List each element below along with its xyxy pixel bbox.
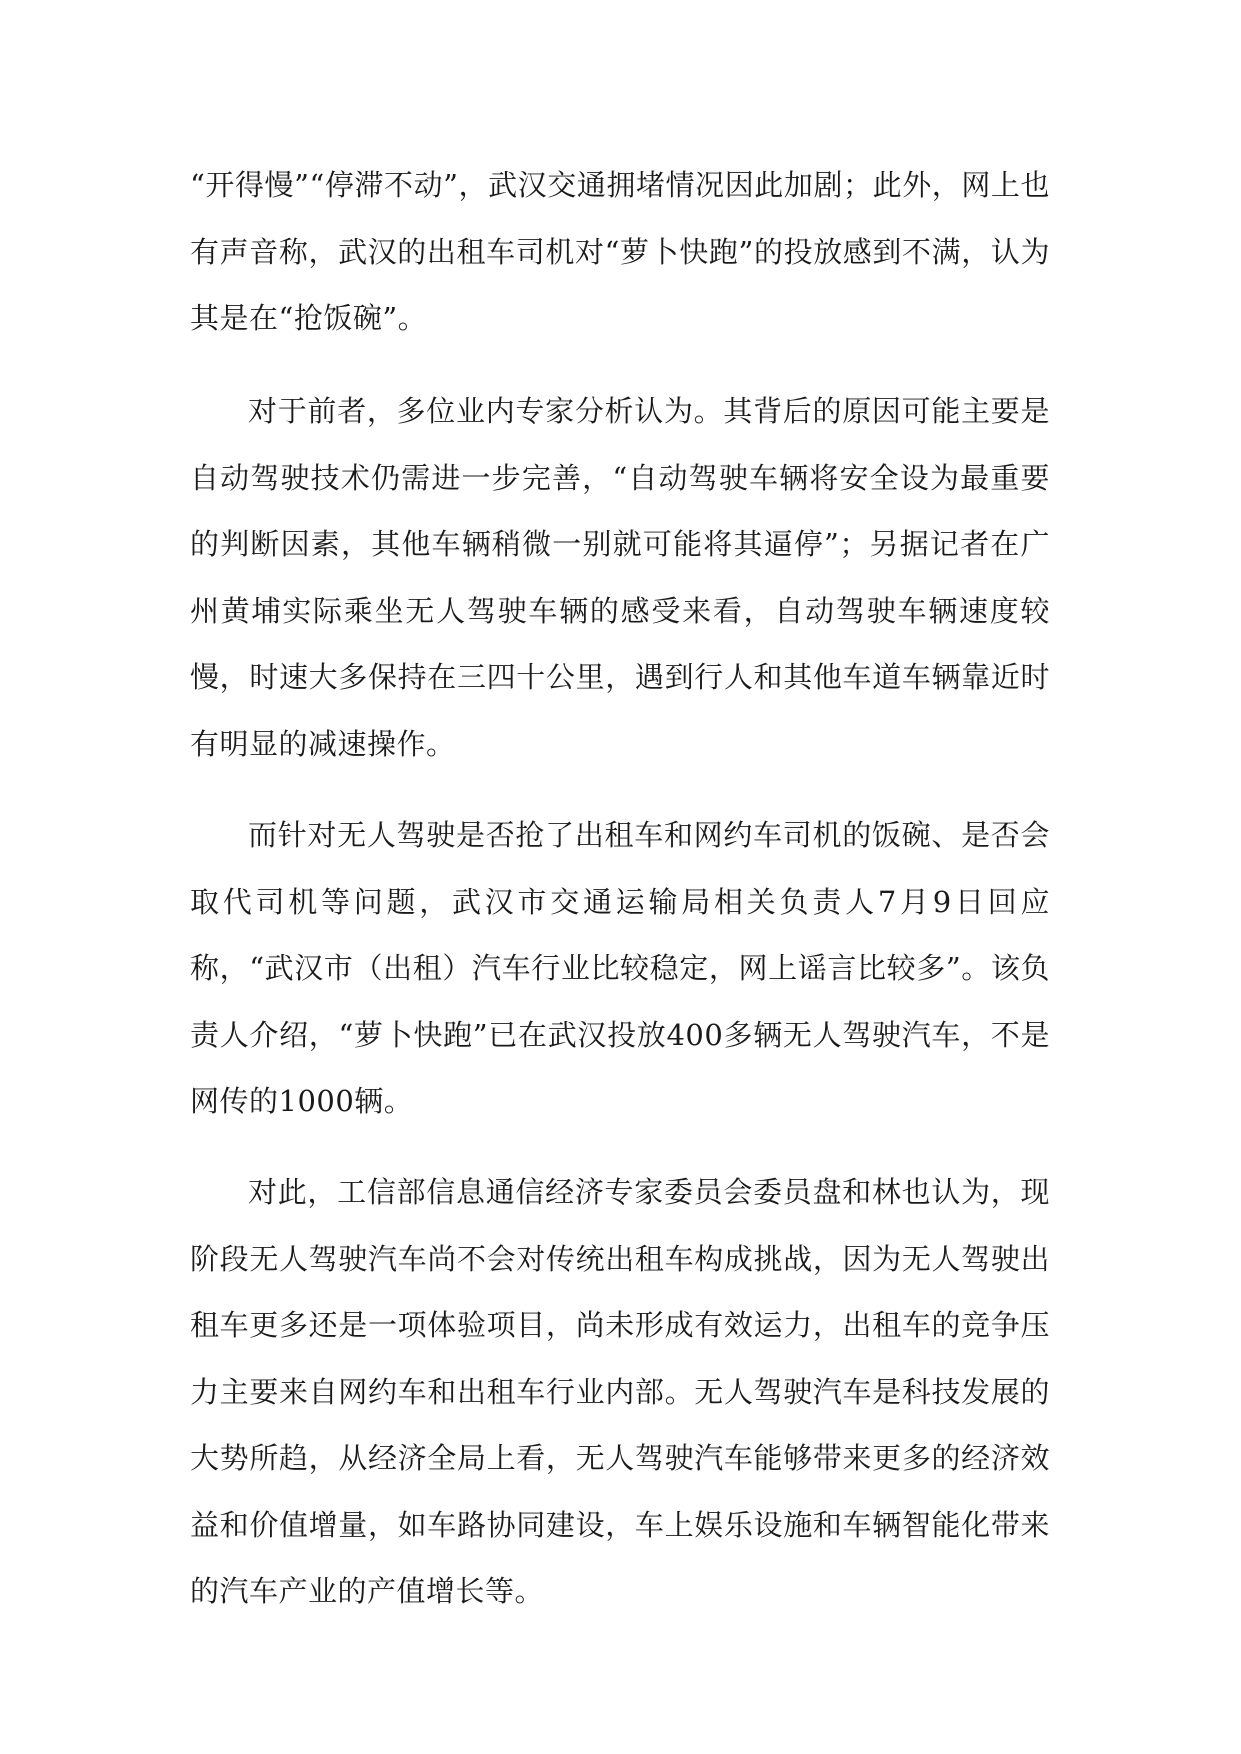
paragraph-text: 对于前者，多位业内专家分析认为。其背后的原因可能主要是自动驾驶技术仍需进一步完善，“自动驾驶车辆将安全设为最重要的判断因素，其他车辆稍微一别就可能将其逼停”；另据记者在广州黄埔实际乘坐无人驾驶车辆的感受来看，自动驾驶车辆速度较慢，时速大多保持在三四十公里，遇到行人和其他车道车辆靠近时有明显的减速操作。 [190,394,1050,761]
paragraph-transport-bureau [190,802,1050,1135]
paragraph-continuation [190,152,1050,352]
paragraph-text: 而针对无人驾驶是否抢了出租车和网约车司机的饭碗、是否会取代司机等问题，武汉市交通运输局相关负责人7月9日回应称，“武汉市（出租）汽车行业比较稳定，网上谣言比较多”。该负责人介绍，“萝卜快跑”已在武汉投放400多辆无人驾驶汽车，不是网传的1000辆。 [190,818,1050,1118]
paragraph-expert-analysis [190,378,1050,777]
paragraph-text: 对此，工信部信息通信经济专家委员会委员盘和林也认为，现阶段无人驾驶汽车尚不会对传统出租车构成挑战，因为无人驾驶出租车更多还是一项体验项目，尚未形成有效运力，出租车的竞争压力主要来自网约车和出租车行业内部。无人驾驶汽车是科技发展的大势所趋，从经济全局上看，无人驾驶汽车能够带来更多的经济效益和价值增量，如车路协同建设，车上娱乐设施和车辆智能化带来的汽车产业的产值增长等。 [190,1175,1050,1608]
paragraph-text: “开得慢”“停滞不动”，武汉交通拥堵情况因此加剧；此外，网上也有声音称，武汉的出租车司机对“萝卜快跑”的投放感到不满，认为其是在“抢饭碗”。 [190,168,1050,335]
paragraph-expert-opinion [190,1159,1050,1625]
